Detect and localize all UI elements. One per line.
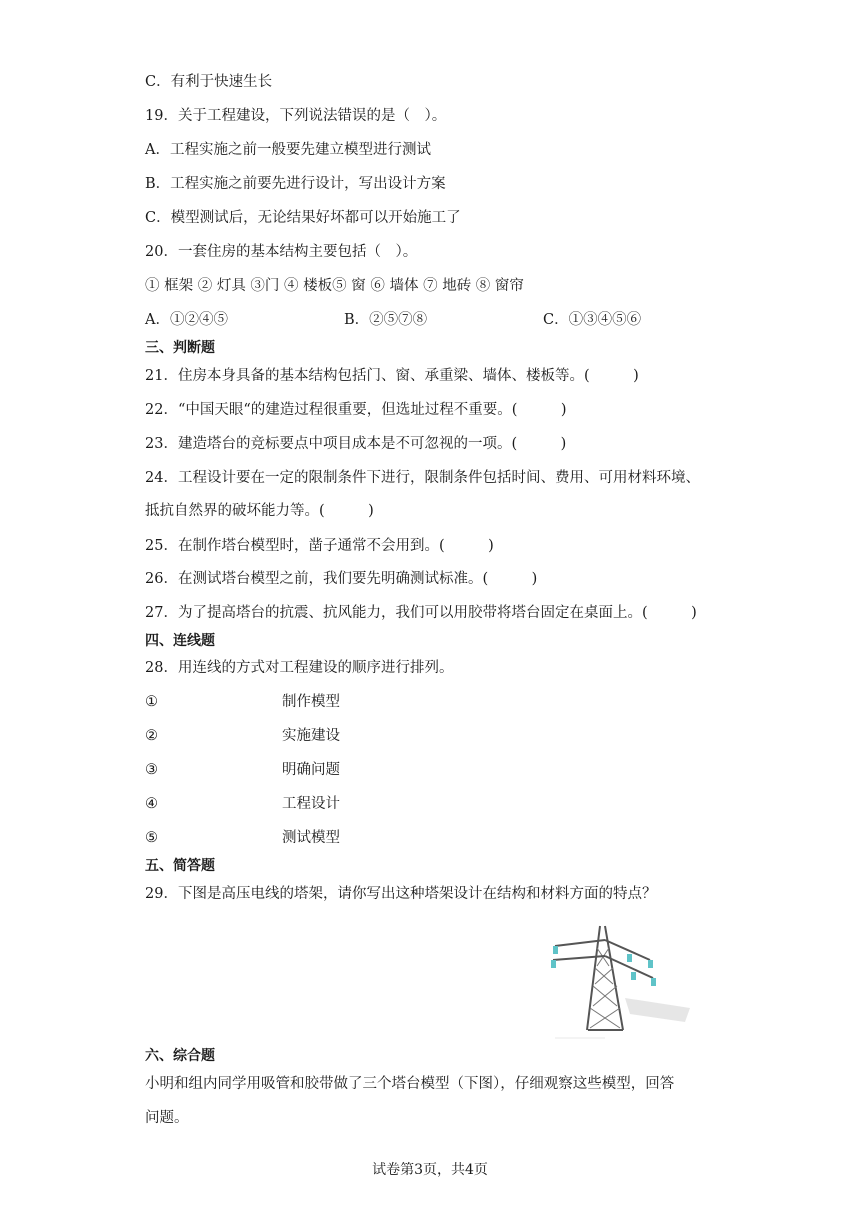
question-22: 22．“中国天眼“的建造过程很重要，但选址过程不重要。( ) bbox=[145, 402, 567, 418]
match-right-2[interactable]: 实施建设 bbox=[282, 728, 340, 744]
q19-option-b: B．工程实施之前要先进行设计，写出设计方案 bbox=[145, 176, 446, 192]
match-left-4[interactable]: ④ bbox=[145, 796, 158, 812]
question-23: 23．建造塔台的竞标要点中项目成本是不可忽视的一项。( ) bbox=[145, 436, 567, 452]
question-24-cont: 抵抗自然界的破坏能力等。( ) bbox=[145, 503, 374, 519]
question-28: 28．用连线的方式对工程建设的顺序进行排列。 bbox=[145, 660, 454, 676]
match-left-1[interactable]: ① bbox=[145, 694, 158, 710]
question-20: 20．一套住房的基本结构主要包括（ ）。 bbox=[145, 244, 418, 260]
power-tower-icon bbox=[545, 918, 695, 1043]
question-27: 27．为了提高塔台的抗震、抗风能力，我们可以用胶带将塔台固定在桌面上。( ) bbox=[145, 605, 697, 621]
question-25: 25．在制作塔台模型时，凿子通常不会用到。( ) bbox=[145, 538, 494, 554]
match-left-5[interactable]: ⑤ bbox=[145, 830, 158, 846]
section-3-heading: 三、判断题 bbox=[145, 340, 215, 356]
q20-items: ① 框架 ② 灯具 ③门 ④ 楼板⑤ 窗 ⑥ 墙体 ⑦ 地砖 ⑧ 窗帘 bbox=[145, 278, 524, 294]
page-footer: 试卷第3页，共4页 bbox=[372, 1162, 488, 1178]
final-question: 小明和组内同学用吸管和胶带做了三个塔台模型（下图），仔细观察这些模型，回答 bbox=[145, 1076, 675, 1092]
final-question-cont: 问题。 bbox=[145, 1110, 189, 1126]
section-4-heading: 四、连线题 bbox=[145, 633, 215, 649]
question-26: 26．在测试塔台模型之前，我们要先明确测试标准。( ) bbox=[145, 571, 538, 587]
match-right-5[interactable]: 测试模型 bbox=[282, 830, 340, 846]
q20-option-a: A．①②④⑤ bbox=[145, 312, 228, 328]
question-21: 21．住房本身具备的基本结构包括门、窗、承重梁、墙体、楼板等。( ) bbox=[145, 368, 639, 384]
section-5-heading: 五、简答题 bbox=[145, 858, 215, 874]
q19-option-c: C．模型测试后，无论结果好坏都可以开始施工了 bbox=[145, 210, 461, 226]
match-right-3[interactable]: 明确问题 bbox=[282, 762, 340, 778]
q20-option-c: C．①③④⑤⑥ bbox=[543, 312, 642, 328]
question-19: 19．关于工程建设，下列说法错误的是（ ）。 bbox=[145, 108, 447, 124]
question-29: 29．下图是高压电线的塔架，请你写出这种塔架设计在结构和材料方面的特点？ bbox=[145, 886, 657, 902]
match-right-1[interactable]: 制作模型 bbox=[282, 694, 340, 710]
q19-option-a: A．工程实施之前一般要先建立模型进行测试 bbox=[145, 142, 431, 158]
match-left-2[interactable]: ② bbox=[145, 728, 158, 744]
question-24: 24．工程设计要在一定的限制条件下进行，限制条件包括时间、费用、可用材料环境、 bbox=[145, 470, 700, 486]
section-6-heading: 六、综合题 bbox=[145, 1048, 215, 1064]
match-right-4[interactable]: 工程设计 bbox=[282, 796, 340, 812]
q20-option-b: B．②⑤⑦⑧ bbox=[344, 312, 428, 328]
match-left-3[interactable]: ③ bbox=[145, 762, 158, 778]
q18-option-c: C．有利于快速生长 bbox=[145, 74, 273, 90]
